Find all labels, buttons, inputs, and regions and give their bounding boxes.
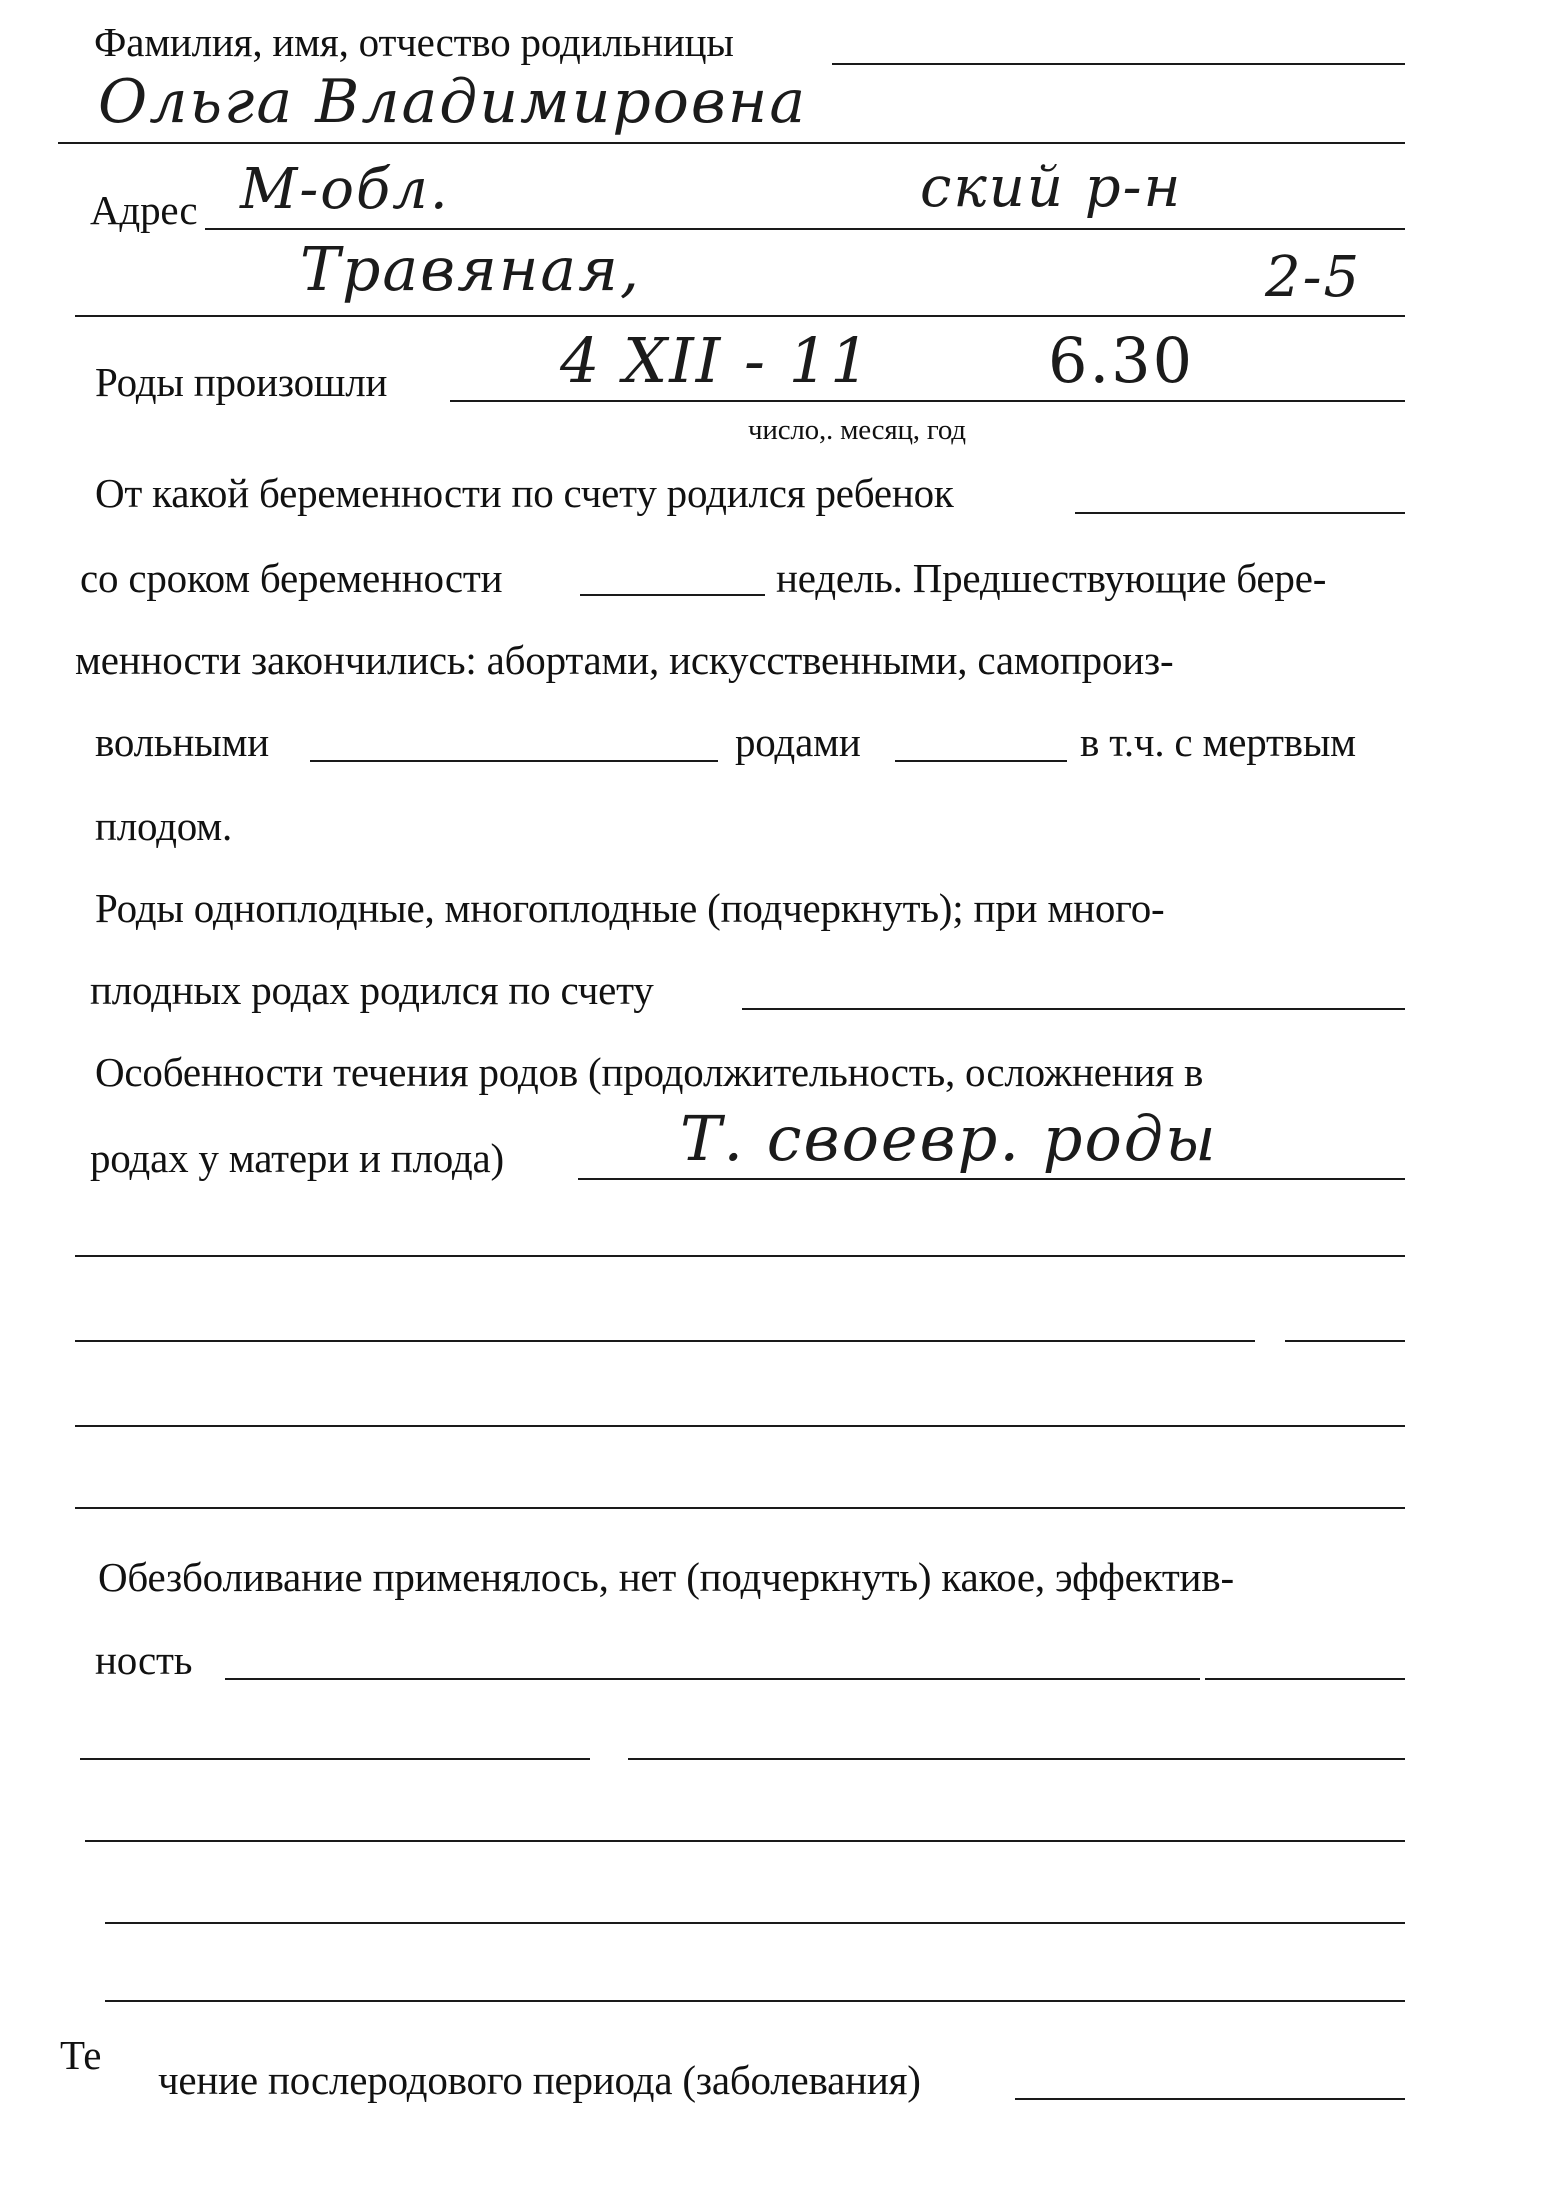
anesthesia-line-4 [105,1922,1405,1924]
term-line [580,594,765,596]
birth-date-handwriting: 4 XII - 11 [560,324,872,397]
mother-name-line-2 [58,142,1405,144]
postpartum-label-prefix: Те [60,2032,102,2078]
address-label: Адрес [90,187,198,233]
postpartum-line [1015,2098,1405,2100]
address-line [205,228,1405,230]
labor-course-line-2 [75,1255,1405,1257]
term-label: со сроком беременности [80,555,503,601]
births-line [895,760,1067,762]
address-line-2 [75,315,1405,317]
spontaneous-label: вольными [95,719,269,765]
labor-course-line-5 [75,1507,1405,1509]
anesthesia-line-5 [105,2000,1405,2002]
address-region-handwriting: М-обл. [240,157,450,222]
anesthesia-line-3 [85,1840,1405,1842]
postpartum-label: чение послеродового периода (заболевания) [158,2057,921,2103]
birth-date-label: Роды произошли [95,359,388,405]
previous-pregnancies-outcomes: менности закончились: абортами, искусственными, самопроиз- [75,637,1174,683]
labor-course-label: Особенности течения родов (продолжительность, осложнения в [95,1049,1204,1095]
singleton-multiple-label: Роды одноплодные, многоплодные (подчеркнуть); при много- [95,885,1165,931]
labor-course-label-2: родах у матери и плода) [90,1135,505,1181]
birth-order-line [742,1008,1405,1010]
anesthesia-line [225,1678,1200,1680]
pregnancy-number-line [1075,512,1405,514]
labor-course-line-3b [1285,1340,1405,1342]
birth-date-caption: число,. месяц, год [748,414,966,446]
mother-name-handwriting: Ольга Владимировна [98,67,808,137]
birth-date-line [450,400,1405,402]
anesthesia-line-2a [80,1758,590,1760]
spontaneous-line [310,760,718,762]
anesthesia-effectiveness-label: ность [95,1637,193,1683]
anesthesia-line-2b [628,1758,1405,1760]
fetus-label: плодом. [95,803,233,849]
births-label: родами [735,719,861,765]
labor-course-line-3a [75,1340,1255,1342]
anesthesia-line-b [1205,1678,1405,1680]
anesthesia-label: Обезболивание применялось, нет (подчеркнуть) какое, эффектив- [98,1554,1234,1600]
birth-time-handwriting: 6.30 [1048,324,1195,397]
labor-course-line [578,1178,1405,1180]
previous-pregnancies-label: недель. Предшествующие бере- [776,555,1327,601]
mother-name-line [832,63,1405,65]
address-house-handwriting: 2-5 [1265,245,1362,310]
labor-course-handwriting: Т. своевр. роды [680,1102,1218,1175]
address-district-handwriting: ский р-н [920,155,1183,220]
mother-name-label: Фамилия, имя, отчество родильницы [94,19,734,65]
address-street-handwriting: Травяная, [300,235,641,305]
pregnancy-number-label: От какой беременности по счету родился ребенок [95,470,954,516]
labor-course-line-4 [75,1425,1405,1427]
stillbirth-label: в т.ч. с мертвым [1080,719,1356,765]
birth-order-label: плодных родах родился по счету [90,967,654,1013]
